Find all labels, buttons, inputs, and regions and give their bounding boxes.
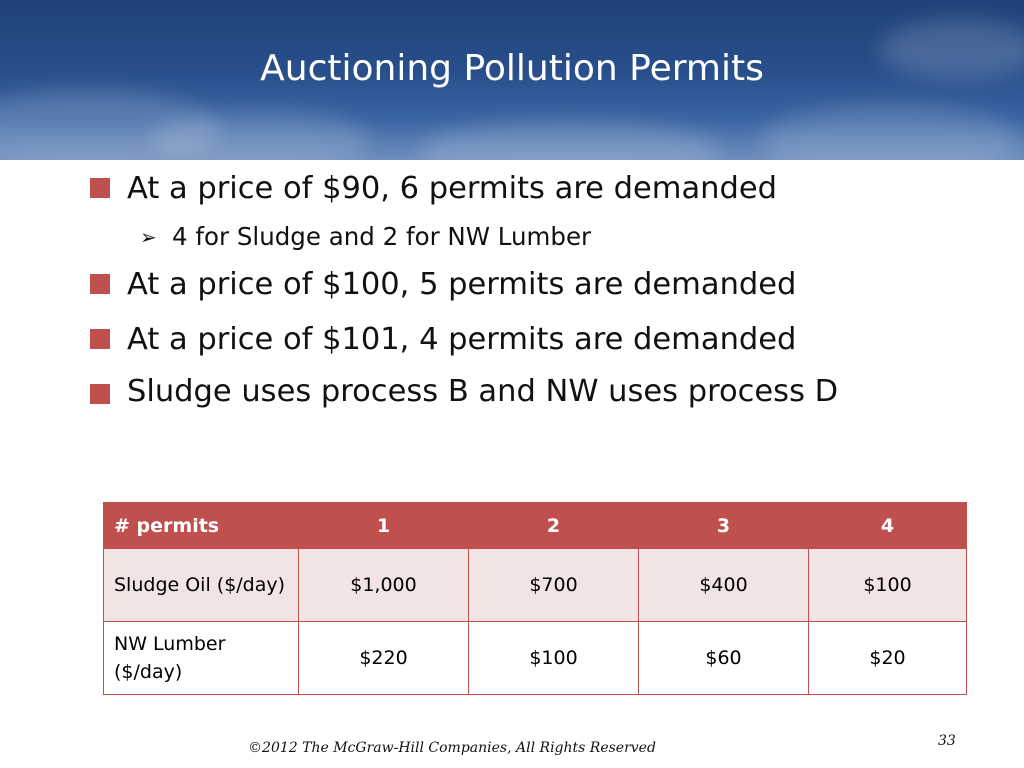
table-cell: $220	[299, 622, 469, 695]
bullet-list	[90, 166, 920, 421]
bullet-item	[90, 372, 920, 412]
table-cell: $700	[469, 549, 639, 622]
square-bullet-icon	[90, 384, 110, 404]
table-cell: $60	[639, 622, 809, 695]
bullet-item	[90, 317, 920, 363]
row-label: Sludge Oil ($/day)	[104, 549, 299, 622]
bullet-item	[90, 166, 920, 212]
table-row	[104, 549, 967, 622]
permits-table	[103, 502, 967, 695]
table-header-cell: 2	[469, 503, 639, 549]
table-header-cell: 4	[809, 503, 967, 549]
bullet-text: At a price of $100, 5 permits are demanded	[127, 267, 797, 302]
bullet-text: Sludge uses process B and NW uses process D	[127, 374, 839, 409]
square-bullet-icon	[90, 329, 110, 349]
sub-bullet-text: 4 for Sludge and 2 for NW Lumber	[172, 222, 592, 251]
bullet-text: At a price of $90, 6 permits are demanded	[127, 171, 777, 206]
table-header-cell: # permits	[104, 503, 299, 549]
table-header-row	[104, 503, 967, 549]
row-label: NW Lumber ($/day)	[104, 622, 299, 695]
slide-title: Auctioning Pollution Permits	[260, 48, 764, 89]
square-bullet-icon	[90, 274, 110, 294]
table-cell: $1,000	[299, 549, 469, 622]
copyright-footer: ©2012 The McGraw-Hill Companies, All Rights Reserved	[248, 740, 656, 756]
table-row	[104, 622, 967, 695]
bullet-item	[90, 262, 920, 308]
table-cell: $100	[469, 622, 639, 695]
table-header-cell: 1	[299, 503, 469, 549]
sub-bullet-item	[90, 219, 920, 255]
page-number: 33	[938, 733, 956, 749]
table-cell: $100	[809, 549, 967, 622]
table-cell: $20	[809, 622, 967, 695]
square-bullet-icon	[90, 178, 110, 198]
bullet-text: At a price of $101, 4 permits are demanded	[127, 322, 797, 357]
arrow-bullet-icon: ➢	[140, 225, 157, 249]
title-banner	[0, 0, 1024, 160]
table-header-cell: 3	[639, 503, 809, 549]
table-cell: $400	[639, 549, 809, 622]
